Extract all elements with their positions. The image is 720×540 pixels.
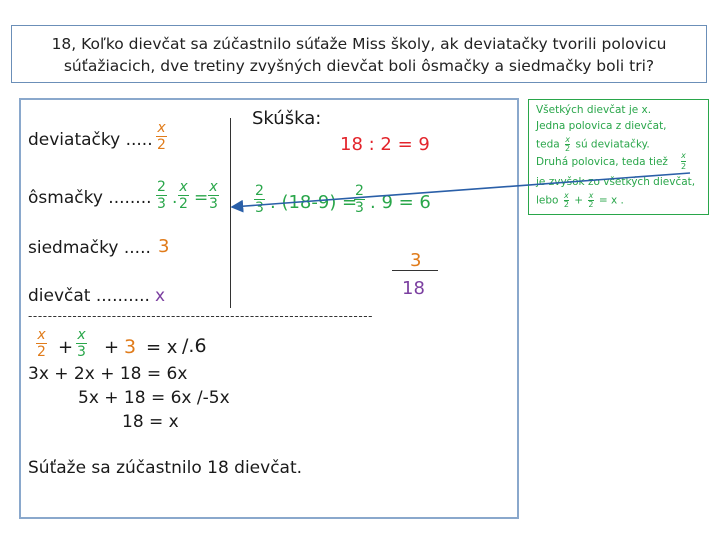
check-title: Skúška: [252, 108, 322, 129]
hint-line-3: teda $\frac{x}{2}$ sú deviatačky. [536, 135, 650, 153]
check-value-3: 3 [410, 250, 422, 271]
eq-equals-x: = x [146, 337, 178, 358]
value-siedmacky: 3 [158, 236, 170, 257]
eq-fraction-x-over-2: x 2 [37, 327, 46, 360]
fraction-x-over-2: x 2 [157, 120, 166, 153]
check-total: 18 [402, 278, 425, 299]
hint-line-1: Všetkých dievčat je x. [536, 104, 652, 116]
question-line-2: súťažiacich, dve tretiny zvyšných dievčat boli ôsmačky a siedmačky boli tri? [63, 57, 655, 75]
eq-multiply-6: /.6 [182, 335, 207, 357]
fraction-x-over-3: x 3 [209, 179, 218, 212]
check-division: 18 : 2 = 9 [340, 134, 430, 155]
hint-line-6: lebo $\frac{x}{2}$ + $\frac{x}{2}$ = x . [536, 191, 624, 209]
check-fraction-2: 2 3 [355, 183, 364, 216]
question-line-1: 18, Koľko dievčat sa zúčastnilo súťaže Miss školy, ak deviatačky tvorili polovicu [51, 35, 667, 53]
fraction-2-over-3: 2 3 [157, 179, 166, 212]
eq-plus-2: + [104, 337, 120, 358]
eq-line-3: 5x + 18 = 6x /-5x [78, 388, 230, 408]
check-expression-1: . (18-9) = [270, 192, 358, 213]
hint-line-5: je zvyšok zo všetkých dievčat, [536, 176, 696, 188]
hint-line-4: Druhá polovica, teda tiež [536, 156, 668, 168]
check-expression-2: . 9 = 6 [370, 192, 431, 213]
value-dievcat: x [155, 286, 166, 306]
fraction-x-over-2-b: x 2 [179, 179, 188, 212]
eq-plus-1: + [58, 337, 74, 358]
label-siedmacky: siedmačky ..... [28, 238, 151, 258]
arrow-line [232, 173, 690, 207]
label-dievcat: dievčat .......... [28, 286, 150, 306]
eq-fraction-x-over-3: x 3 [77, 327, 86, 360]
hint-line-2: Jedna polovica z dievčat, [536, 120, 667, 132]
label-deviatacky: deviatačky ..... [28, 130, 153, 150]
label-osmacky: ôsmačky ........ [28, 188, 152, 208]
answer-text: Súťaže sa zúčastnilo 18 dievčat. [28, 458, 303, 478]
eq-line-2: 3x + 2x + 18 = 6x [28, 364, 188, 384]
dashed-separator: ---------------------------------------------------------------------- [28, 309, 374, 323]
equals-sign: = [194, 188, 209, 208]
eq-three: 3 [124, 336, 137, 358]
eq-line-4: 18 = x [122, 412, 179, 432]
dot-operator: . [172, 188, 178, 208]
check-fraction-1: 2 3 [255, 183, 264, 216]
hint-fraction-x-over-2: x 2 [681, 151, 687, 171]
